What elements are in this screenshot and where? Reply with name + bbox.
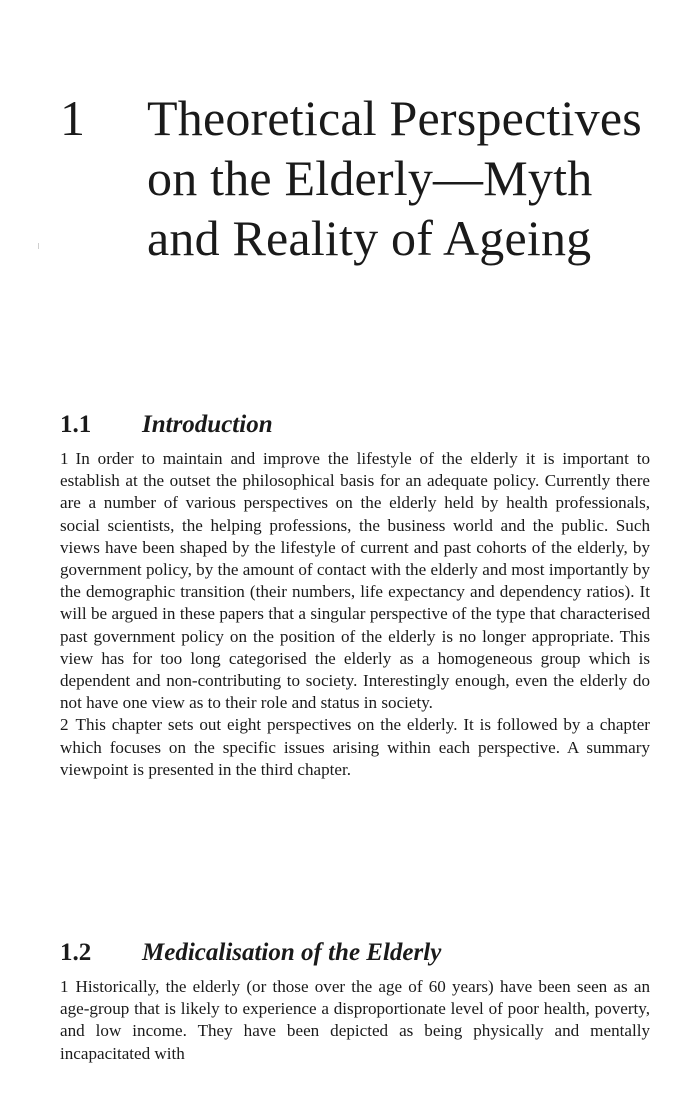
section-introduction bbox=[60, 410, 650, 781]
paragraph bbox=[60, 976, 650, 1065]
paragraph-text: Historically, the elderly (or those over the age of 60 years) have been seen as an age-group that is likely to experience a disproportionate level of poor health, poverty, and low income. They have been depicted as being physically and mentally incapacitated with bbox=[60, 977, 650, 1063]
section-number: 1.2 bbox=[60, 939, 92, 966]
section-medicalisation bbox=[60, 938, 650, 1065]
paragraph-number: 1 bbox=[60, 977, 69, 996]
chapter-number: 1 bbox=[60, 90, 85, 146]
section-heading bbox=[60, 410, 650, 440]
section-title: Medicalisation of the Elderly bbox=[142, 939, 442, 966]
margin-mark bbox=[38, 243, 39, 249]
section-number: 1.1 bbox=[60, 411, 92, 438]
paragraph bbox=[60, 448, 650, 714]
paragraph-number: 1 bbox=[60, 449, 69, 468]
section-title: Introduction bbox=[142, 411, 273, 438]
paragraph-text: This chapter sets out eight perspectives on the elderly. It is followed by a chapter which focuses on the specific issues arising within each perspective. A summary viewpoint is presented in the third chapter. bbox=[60, 715, 650, 779]
paragraph-text: In order to maintain and improve the lifestyle of the elderly it is important to establish at the outset the philosophical basis for an adequate policy. Currently there are a number of various perspectives on the elderly held by health professionals, social scientists, the helping professions, the business world and the public. Such views have been shaped by the lifestyle of current and past cohorts of the elderly, by government policy, by the amount of contact with the elderly and most importantly by the demographic transition (their numbers, life expectancy and dependency ratios). It will be argued in these papers that a singular perspective of the type that characterised past government policy on the position of the elderly is no longer appropriate. This view has for too long categorised the elderly as a homogeneous group which is dependent and non-contributing to society. Interestingly enough, even the elderly do not have one view as to their role and status in society. bbox=[60, 449, 650, 713]
chapter-title: Theoretical Perspectives on the Elderly—Myth and Reality of Ageing bbox=[147, 90, 642, 266]
paragraph bbox=[60, 714, 650, 781]
paragraph-number: 2 bbox=[60, 715, 69, 735]
section-heading bbox=[60, 938, 650, 968]
